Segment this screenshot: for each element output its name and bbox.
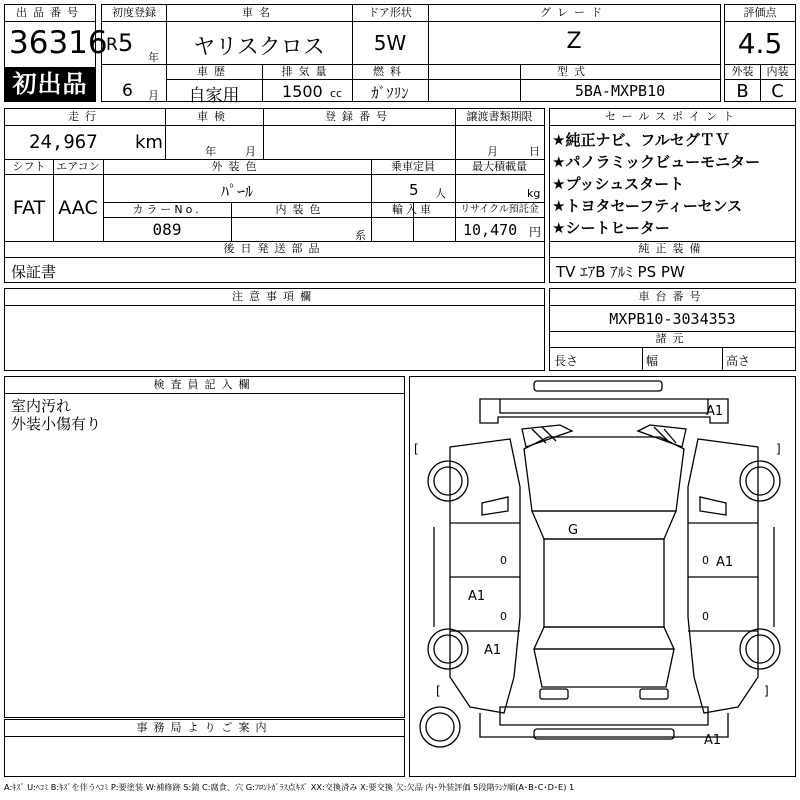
mileage-label: 走行 <box>68 110 102 123</box>
dims-label: 諸元 <box>655 332 690 345</box>
later-parts-value: 保証書 <box>11 263 57 281</box>
lot-label: 出品番号 <box>16 6 84 19</box>
first-listing-badge: 初出品 <box>5 67 95 101</box>
inspector-label: 検査員記入欄 <box>153 378 256 391</box>
color-no-label: カラーNo. <box>132 203 202 216</box>
height-label: 高さ <box>726 354 751 368</box>
fuel-label: 燃料 <box>373 65 407 78</box>
interior-grade: C <box>771 81 784 102</box>
inspection-month-unit: 月 <box>245 145 256 158</box>
displacement-label: 排気量 <box>281 65 333 78</box>
history-value: 自家用 <box>188 86 240 106</box>
car-diagram <box>410 377 795 776</box>
fuel-value: ｶﾞｿﾘﾝ <box>371 84 409 102</box>
ac-value: AAC <box>58 197 98 219</box>
exterior-grade-label: 外装 <box>731 65 754 78</box>
year-unit: 年 <box>148 51 159 64</box>
vehicle-header-box <box>101 4 721 106</box>
capacity-label: 乗車定員 <box>391 160 435 173</box>
import-label: 輸入車 <box>392 203 434 216</box>
legend: A:ｷｽﾞ U:ﾍｺﾐ B:ｷｽﾞを伴うﾍｺﾐ P:要塗装 W:補修跡 S:錆 C:腐食、穴 G:ﾌﾛﾝﾄｶﾞﾗｽ点ｷｽﾞ XX:交換済み X:要交換 欠:欠品 内･外装評価 5段階ﾗﾝｸ順(A･B･C･D･E) 1 <box>4 782 575 792</box>
inspection-label: 車検 <box>197 110 231 123</box>
transfer-label: 譲渡書類期限 <box>466 110 533 123</box>
width-label: 幅 <box>646 354 659 368</box>
shift-value: FAT <box>12 197 46 219</box>
damage-mark: A1 <box>468 589 486 604</box>
bracket-right: ] <box>776 442 781 456</box>
ac-label: エアコン <box>56 160 100 173</box>
plate-label: 登録番号 <box>325 110 393 123</box>
shift-label: シフト <box>12 160 46 173</box>
displacement-unit: cc <box>330 87 343 100</box>
office-label: 事務局よりご案内 <box>136 721 273 734</box>
max-load-label: 最大積載量 <box>472 160 527 173</box>
caution-label: 注意事項欄 <box>232 290 317 303</box>
later-parts-label: 後日発送部品 <box>223 242 326 255</box>
mileage-value: 24,967 <box>29 131 98 153</box>
car-diagram-box <box>409 376 796 777</box>
bracket-right: ] <box>764 684 769 698</box>
model-value: 5BA-MXPB10 <box>574 82 666 100</box>
ext-color-value: ﾊﾟｰﾙ <box>220 182 253 201</box>
sales-box <box>549 108 796 283</box>
inspector-box <box>4 376 405 718</box>
chassis-label: 車台番号 <box>638 290 707 303</box>
exterior-grade: B <box>736 81 749 102</box>
recycle-label: リサイクル預託金 <box>460 204 539 215</box>
ext-color-label: 外装色 <box>211 160 263 173</box>
displacement-value: 1500 <box>282 82 323 101</box>
damage-mark: A1 <box>706 404 724 419</box>
lot-number: 36316 <box>9 25 108 61</box>
sales-label: セールスポイント <box>604 110 740 123</box>
score-label: 評価点 <box>743 6 777 19</box>
office-box <box>4 719 405 777</box>
damage-mark: A1 <box>716 555 734 570</box>
zero-mark: 0 <box>702 554 709 567</box>
recycle-value: 10,470 <box>463 221 518 239</box>
max-load-unit: kg <box>527 187 541 200</box>
sales-item: ★トヨタセーフティーセンス <box>552 197 743 215</box>
grade-label: グレード <box>540 6 608 19</box>
car-name-label: 車名 <box>242 6 276 19</box>
zero-mark: 0 <box>500 554 507 567</box>
damage-mark: G <box>568 523 579 538</box>
capacity-value: 5 <box>409 181 419 199</box>
sales-item: ★パノラミックビューモニター <box>552 153 761 171</box>
int-color-unit: 系 <box>355 229 366 242</box>
caution-box <box>4 288 545 371</box>
length-label: 長さ <box>554 354 579 368</box>
capacity-unit: 人 <box>435 187 446 200</box>
grade-value: Z <box>566 29 582 54</box>
damage-mark: A1 <box>704 733 722 748</box>
chassis-value: MXPB10-3034353 <box>609 310 736 328</box>
sales-item: ★純正ナビ、フルセグＴＶ <box>552 131 730 149</box>
door-value: 5W <box>373 31 407 55</box>
score-value: 4.5 <box>737 27 783 60</box>
transfer-day-unit: 日 <box>529 145 540 158</box>
zero-mark: 0 <box>702 610 709 623</box>
inspector-line: 外装小傷有り <box>11 415 102 433</box>
inspector-line: 室内汚れ <box>11 397 72 415</box>
mileage-unit: km <box>135 132 163 153</box>
month-value: 6 <box>122 81 133 101</box>
year-value: 5 <box>118 29 134 57</box>
equipment-label: 純正装備 <box>638 242 707 255</box>
first-reg-label: 初度登録 <box>112 6 156 19</box>
car-name: ヤリスクロス <box>193 35 325 60</box>
interior-grade-label: 内装 <box>766 65 789 78</box>
zero-mark: 0 <box>500 610 507 623</box>
model-label: 型式 <box>557 65 591 78</box>
chassis-box <box>549 288 796 371</box>
door-label: ドア形状 <box>368 6 412 19</box>
inspection-year-unit: 年 <box>205 145 216 158</box>
specs-box <box>4 108 545 283</box>
int-color-label: 内装色 <box>275 203 327 216</box>
transfer-month-unit: 月 <box>487 145 498 158</box>
era: R <box>106 35 118 55</box>
history-label: 車歴 <box>197 65 231 78</box>
recycle-unit: 円 <box>529 225 542 239</box>
month-unit: 月 <box>148 89 159 102</box>
color-no-value: 089 <box>152 220 182 239</box>
score-box <box>724 4 796 102</box>
bracket-left: [ <box>436 684 441 698</box>
lot-box <box>4 4 108 102</box>
sales-item: ★プッシュスタート <box>552 175 685 193</box>
damage-mark: A1 <box>484 643 502 658</box>
equipment-value: TV ｴｱB ｱﾙﾐ PS PW <box>556 263 685 281</box>
sales-item: ★シートヒーター <box>552 219 670 237</box>
bracket-left: [ <box>414 442 419 456</box>
